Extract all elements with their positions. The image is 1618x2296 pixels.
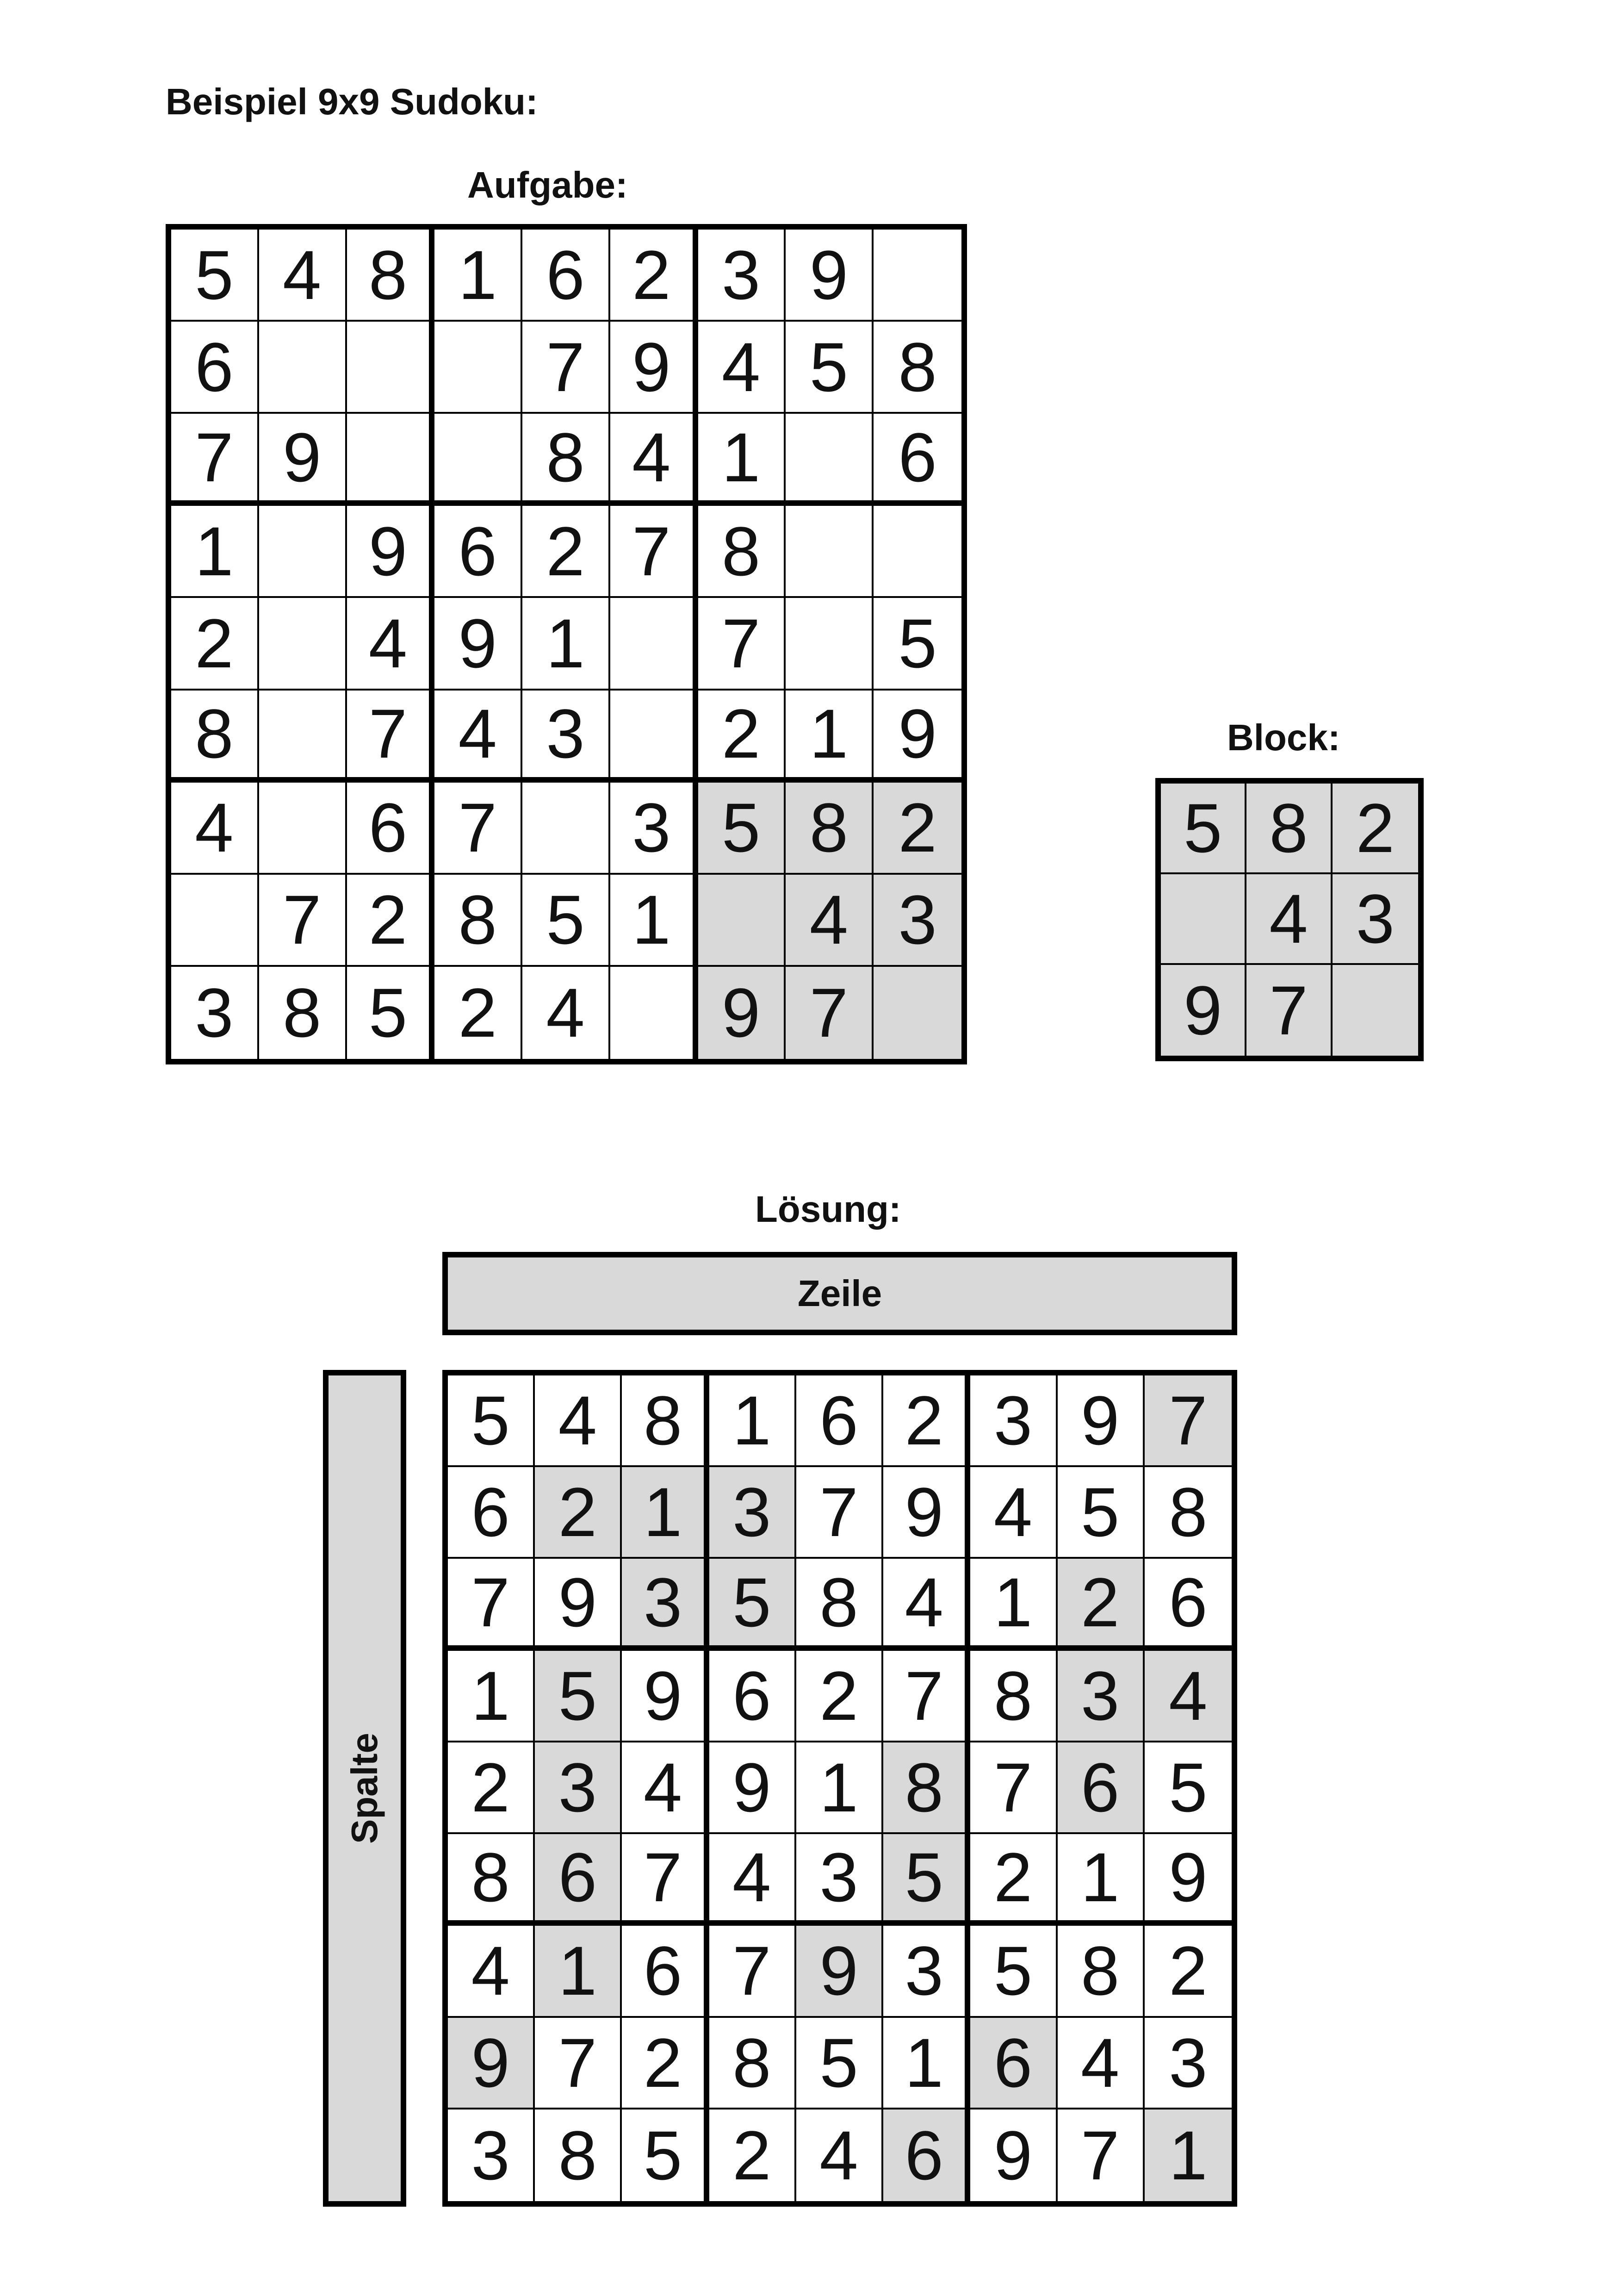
sudoku-cell: 2 — [1145, 1926, 1232, 2017]
sudoku-cell: 1 — [434, 230, 522, 322]
sudoku-cell: 1 — [1058, 1834, 1145, 1926]
sudoku-cell: 2 — [1058, 1559, 1145, 1650]
sudoku-cell: 6 — [171, 322, 259, 414]
sudoku-cell: 5 — [622, 2109, 709, 2201]
sudoku-cell — [610, 967, 698, 1059]
sudoku-cell: 4 — [448, 1926, 535, 2017]
sudoku-cell: 4 — [610, 414, 698, 506]
sudoku-cell: 3 — [796, 1834, 883, 1926]
sudoku-cell: 8 — [883, 1742, 970, 1834]
sudoku-cell: 3 — [535, 1742, 622, 1834]
sudoku-cell: 5 — [883, 1834, 970, 1926]
sudoku-cell: 2 — [698, 691, 786, 783]
sudoku-cell — [786, 414, 874, 506]
sudoku-cell: 8 — [622, 1375, 709, 1467]
sudoku-cell: 5 — [1058, 1467, 1145, 1559]
sudoku-cell: 6 — [535, 1834, 622, 1926]
sudoku-cell: 7 — [1145, 1375, 1232, 1467]
sudoku-cell — [259, 506, 347, 598]
sudoku-cell: 1 — [883, 2018, 970, 2109]
sudoku-cell: 4 — [1145, 1651, 1232, 1742]
sudoku-cell — [610, 598, 698, 690]
sudoku-cell: 8 — [874, 322, 961, 414]
sudoku-cell — [1333, 965, 1418, 1056]
sudoku-cell: 8 — [259, 967, 347, 1059]
sudoku-cell: 4 — [347, 598, 435, 690]
sudoku-cell: 9 — [347, 506, 435, 598]
sudoku-cell: 3 — [874, 875, 961, 967]
row-label-bar — [442, 1252, 1237, 1335]
sudoku-cell — [610, 691, 698, 783]
sudoku-cell: 8 — [1145, 1467, 1232, 1559]
sudoku-cell: 6 — [347, 783, 435, 875]
sudoku-cell: 4 — [622, 1742, 709, 1834]
sudoku-cell: 1 — [970, 1559, 1057, 1650]
sudoku-cell — [259, 598, 347, 690]
sudoku-cell: 6 — [448, 1467, 535, 1559]
sudoku-cell: 6 — [522, 230, 610, 322]
sudoku-cell: 1 — [786, 691, 874, 783]
sudoku-cell: 4 — [796, 2109, 883, 2201]
sudoku-cell: 7 — [970, 1742, 1057, 1834]
sudoku-cell: 4 — [535, 1375, 622, 1467]
sudoku-cell: 6 — [883, 2109, 970, 2201]
sudoku-cell — [347, 414, 435, 506]
sudoku-cell: 9 — [1161, 965, 1246, 1056]
sudoku-cell: 2 — [1333, 784, 1418, 874]
sudoku-cell: 2 — [535, 1467, 622, 1559]
sudoku-cell: 5 — [448, 1375, 535, 1467]
sudoku-cell: 7 — [883, 1651, 970, 1742]
sudoku-cell: 5 — [874, 598, 961, 690]
sudoku-cell: 4 — [434, 691, 522, 783]
sudoku-cell: 2 — [709, 2109, 796, 2201]
sudoku-cell — [259, 322, 347, 414]
sudoku-cell: 6 — [1058, 1742, 1145, 1834]
sudoku-cell: 9 — [1058, 1375, 1145, 1467]
sudoku-cell: 4 — [786, 875, 874, 967]
sudoku-cell: 7 — [259, 875, 347, 967]
sudoku-cell: 9 — [259, 414, 347, 506]
sudoku-cell: 3 — [883, 1926, 970, 2017]
sudoku-cell: 1 — [796, 1742, 883, 1834]
sudoku-cell: 4 — [1058, 2018, 1145, 2109]
sudoku-cell: 5 — [1145, 1742, 1232, 1834]
sudoku-cell: 4 — [259, 230, 347, 322]
sudoku-cell: 7 — [448, 1559, 535, 1650]
sudoku-cell: 4 — [1246, 874, 1332, 965]
page-title: Beispiel 9x9 Sudoku: — [166, 81, 538, 122]
sudoku-cell: 4 — [883, 1559, 970, 1650]
sudoku-cell: 4 — [709, 1834, 796, 1926]
sudoku-cell: 8 — [796, 1559, 883, 1650]
sudoku-cell: 5 — [698, 783, 786, 875]
sudoku-cell: 5 — [970, 1926, 1057, 2017]
sudoku-cell: 2 — [883, 1375, 970, 1467]
sudoku-cell: 3 — [698, 230, 786, 322]
sudoku-cell: 8 — [970, 1651, 1057, 1742]
sudoku-cell: 1 — [622, 1467, 709, 1559]
sudoku-cell: 7 — [622, 1834, 709, 1926]
sudoku-cell: 9 — [698, 967, 786, 1059]
sudoku-cell: 9 — [622, 1651, 709, 1742]
sudoku-cell — [434, 414, 522, 506]
column-label: Spalte — [344, 1732, 385, 1844]
puzzle-label: Aufgabe: — [467, 164, 628, 205]
sudoku-cell: 1 — [610, 875, 698, 967]
sudoku-cell — [698, 875, 786, 967]
sudoku-cell: 8 — [709, 2018, 796, 2109]
sudoku-cell: 2 — [347, 875, 435, 967]
sudoku-cell: 3 — [522, 691, 610, 783]
sudoku-cell: 3 — [709, 1467, 796, 1559]
sudoku-cell: 1 — [448, 1651, 535, 1742]
sudoku-cell: 2 — [434, 967, 522, 1059]
sudoku-cell: 2 — [610, 230, 698, 322]
sudoku-cell: 7 — [522, 322, 610, 414]
sudoku-cell: 9 — [970, 2109, 1057, 2201]
sudoku-cell: 7 — [610, 506, 698, 598]
sudoku-cell: 6 — [434, 506, 522, 598]
sudoku-cell: 8 — [1246, 784, 1332, 874]
sudoku-cell: 9 — [448, 2018, 535, 2109]
sudoku-cell — [259, 783, 347, 875]
sudoku-cell: 1 — [171, 506, 259, 598]
sudoku-cell: 8 — [171, 691, 259, 783]
sudoku-cell: 3 — [610, 783, 698, 875]
sudoku-cell: 8 — [786, 783, 874, 875]
block-label: Block: — [1227, 717, 1340, 758]
sudoku-cell: 1 — [535, 1926, 622, 2017]
sudoku-cell: 3 — [622, 1559, 709, 1650]
sudoku-cell: 5 — [535, 1651, 622, 1742]
block-grid — [1155, 778, 1424, 1061]
sudoku-cell: 5 — [1161, 784, 1246, 874]
solution-grid — [442, 1370, 1237, 2207]
sudoku-cell: 5 — [347, 967, 435, 1059]
sudoku-cell: 9 — [874, 691, 961, 783]
sudoku-cell — [874, 506, 961, 598]
column-label-bar — [323, 1370, 406, 2207]
sudoku-cell: 5 — [522, 875, 610, 967]
sudoku-cell: 9 — [883, 1467, 970, 1559]
sudoku-cell: 8 — [698, 506, 786, 598]
sudoku-cell: 6 — [874, 414, 961, 506]
sudoku-cell: 4 — [171, 783, 259, 875]
sudoku-cell — [434, 322, 522, 414]
sudoku-cell — [347, 322, 435, 414]
row-label: Zeile — [797, 1273, 882, 1314]
sudoku-cell — [874, 230, 961, 322]
sudoku-cell — [522, 783, 610, 875]
sudoku-cell: 7 — [1246, 965, 1332, 1056]
sudoku-cell: 9 — [796, 1926, 883, 2017]
sudoku-cell: 8 — [1058, 1926, 1145, 2017]
sudoku-cell: 2 — [171, 598, 259, 690]
sudoku-cell: 5 — [171, 230, 259, 322]
sudoku-cell: 3 — [970, 1375, 1057, 1467]
sudoku-cell: 4 — [522, 967, 610, 1059]
sudoku-cell — [874, 967, 961, 1059]
sudoku-cell: 2 — [522, 506, 610, 598]
sudoku-cell: 4 — [698, 322, 786, 414]
sudoku-cell: 5 — [709, 1559, 796, 1650]
sudoku-cell: 2 — [796, 1651, 883, 1742]
sudoku-cell: 9 — [786, 230, 874, 322]
sudoku-cell: 8 — [347, 230, 435, 322]
puzzle-grid — [166, 224, 967, 1064]
sudoku-cell: 9 — [1145, 1834, 1232, 1926]
sudoku-cell: 2 — [874, 783, 961, 875]
sudoku-cell: 7 — [434, 783, 522, 875]
sudoku-cell — [171, 875, 259, 967]
sudoku-cell — [1161, 874, 1246, 965]
sudoku-cell: 2 — [622, 2018, 709, 2109]
sudoku-cell: 8 — [434, 875, 522, 967]
sudoku-cell: 2 — [448, 1742, 535, 1834]
sudoku-cell: 3 — [171, 967, 259, 1059]
sudoku-cell: 7 — [1058, 2109, 1145, 2201]
sudoku-cell: 6 — [796, 1375, 883, 1467]
sudoku-cell — [259, 691, 347, 783]
sudoku-cell: 1 — [522, 598, 610, 690]
sudoku-cell: 5 — [796, 2018, 883, 2109]
sudoku-cell: 3 — [1058, 1651, 1145, 1742]
sudoku-cell: 7 — [796, 1467, 883, 1559]
sudoku-cell: 2 — [970, 1834, 1057, 1926]
sudoku-cell: 3 — [1145, 2018, 1232, 2109]
sudoku-cell — [786, 506, 874, 598]
sudoku-cell: 7 — [535, 2018, 622, 2109]
sudoku-cell: 7 — [709, 1926, 796, 2017]
sudoku-cell: 6 — [622, 1926, 709, 2017]
sudoku-cell: 7 — [698, 598, 786, 690]
sudoku-cell: 9 — [535, 1559, 622, 1650]
sudoku-cell: 1 — [698, 414, 786, 506]
sudoku-cell: 8 — [522, 414, 610, 506]
sudoku-cell: 6 — [1145, 1559, 1232, 1650]
sudoku-cell: 6 — [970, 2018, 1057, 2109]
sudoku-cell: 4 — [970, 1467, 1057, 1559]
sudoku-cell: 1 — [1145, 2109, 1232, 2201]
sudoku-cell: 1 — [709, 1375, 796, 1467]
sudoku-cell: 7 — [347, 691, 435, 783]
sudoku-cell: 7 — [171, 414, 259, 506]
sudoku-cell: 7 — [786, 967, 874, 1059]
sudoku-cell: 8 — [448, 1834, 535, 1926]
sudoku-cell: 3 — [1333, 874, 1418, 965]
sudoku-cell: 9 — [709, 1742, 796, 1834]
sudoku-cell: 5 — [786, 322, 874, 414]
sudoku-cell: 9 — [610, 322, 698, 414]
sudoku-cell: 9 — [434, 598, 522, 690]
sudoku-cell: 8 — [535, 2109, 622, 2201]
sudoku-cell: 6 — [709, 1651, 796, 1742]
solution-label: Lösung: — [755, 1188, 901, 1230]
sudoku-cell — [786, 598, 874, 690]
sudoku-cell: 3 — [448, 2109, 535, 2201]
